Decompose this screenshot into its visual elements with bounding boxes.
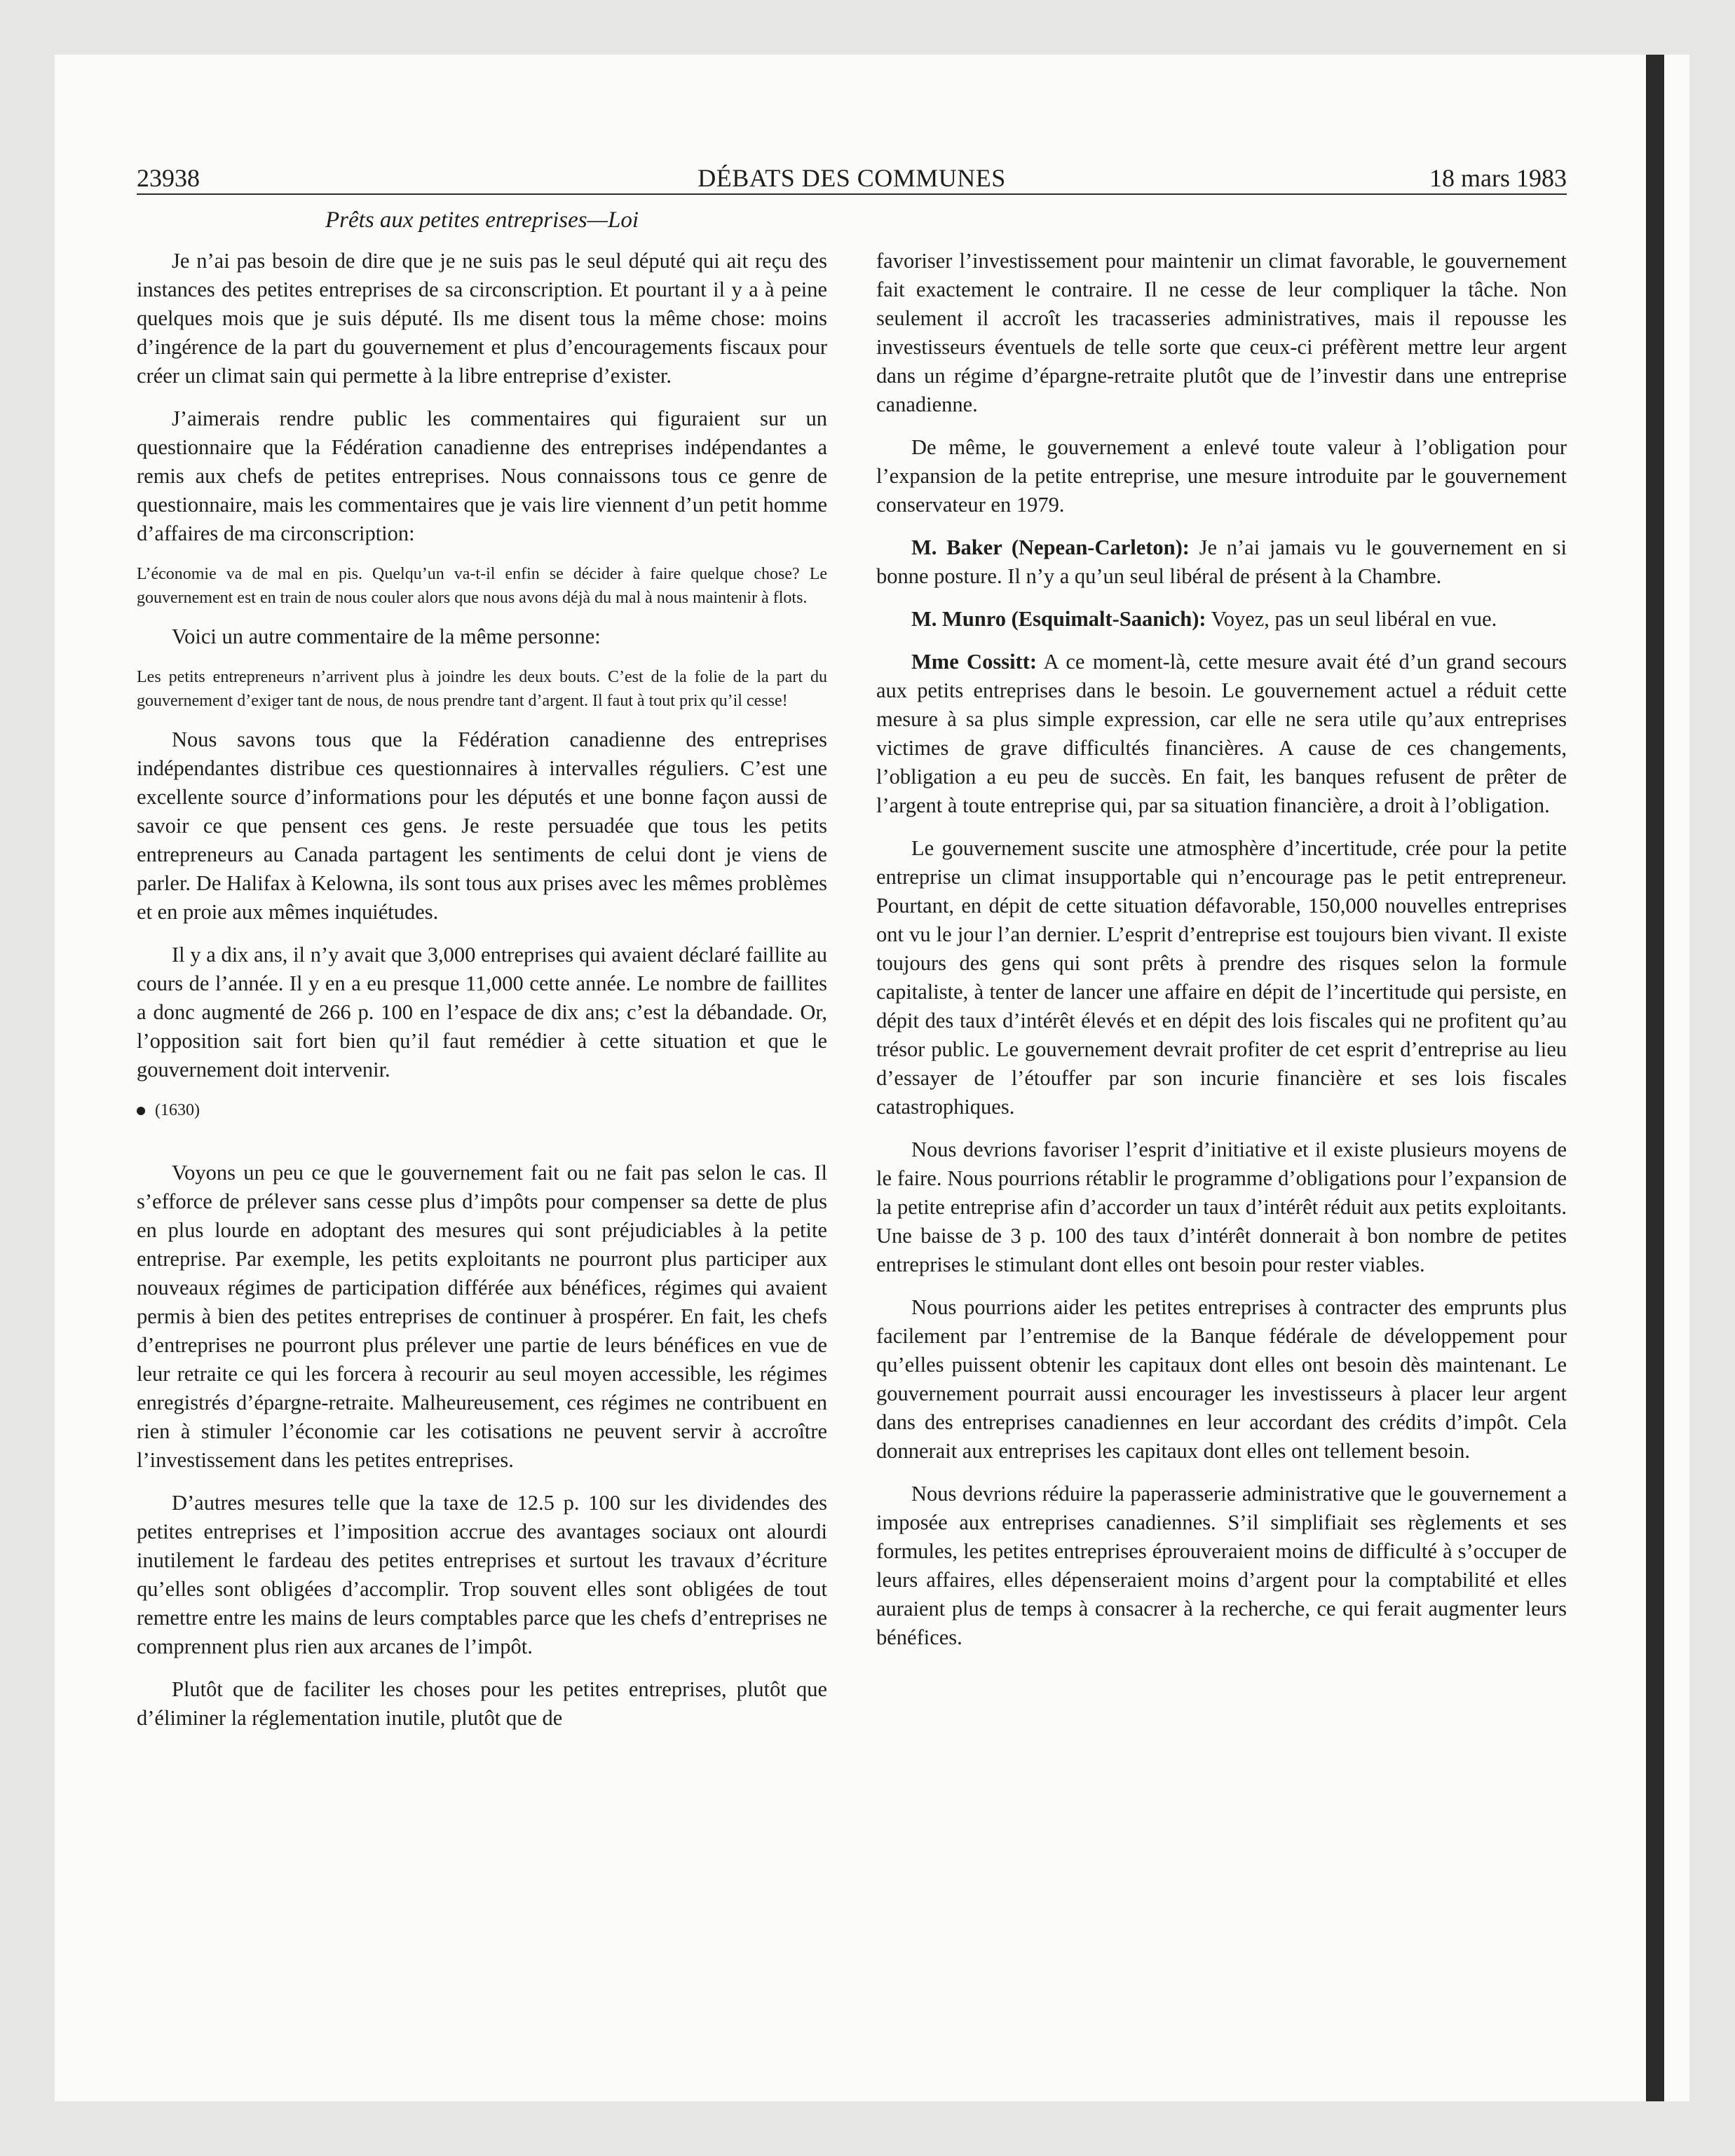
bullet-dot-icon [137,1107,145,1115]
paragraph: Nous pourrions aider les petites entreprises à contracter des emprunts plus facilement par l’entremise de la Banque fédérale de développement pour qu’elles puissent obtenir les capitaux dont elles ont besoin dès maintenant. Le gouvernement pourrait aussi encourager les investisseurs à placer leur argent dans des entreprises canadiennes en leur accordant des crédits d’impôt. Cela donnerait aux entreprises les capitaux dont elles ont tellement besoin. [876,1295,1567,1463]
section-subheading: Prêts aux petites entreprises—Loi [325,207,639,233]
speaker-name: M. Baker (Nepean-Carleton): [911,535,1190,559]
paragraph: J’aimerais rendre public les commentaires qui figuraient sur un questionnaire que la Fédération canadienne des entreprises indépendantes a remis aux chefs de petites entreprises. Nous connaissons tous ce genre de questionnaire, mais les commentaires que je vais lire viennent d’un petit homme d’affaires de ma circonscription: [137,407,827,545]
paragraph: Nous savons tous que la Fédération canadienne des entreprises indépendantes distribue ces questionnaires à intervalles réguliers. C’est une excellente source d’informations pour les députés et une bonne façon aussi de savoir ce que pensent ces gens. Je reste persuadée que tous les petits entrepreneurs au Canada partagent les sentiments de celui dont je viens de parler. De Halifax à Kelowna, ils sont tous aux prises avec les mêmes problèmes et en proie aux mêmes inquiétudes. [137,728,827,924]
quoted-comment: L’économie va de mal en pis. Quelqu’un va-t-il enfin se décider à faire quelque chose? Le gouvernement est en train de nous couler alors que nous avons déjà du mal à nous maintenir à flots. [137,565,827,607]
paragraph: favoriser l’investissement pour maintenir un climat favorable, le gouvernement fait exactement le contraire. Il ne cesse de leur compliquer la tâche. Non seulement il accroît les tracasseries administratives, mais il repousse les investisseurs éventuels de telle sorte que ceux-ci préfèrent mettre leur argent dans un régime d’épargne-retraite plutôt que de l’investir dans une entreprise canadienne. [876,249,1567,416]
paragraph: Le gouvernement suscite une atmosphère d’incertitude, crée pour la petite entreprise un climat insupportable qui n’encourage pas le petit entrepreneur. Pourtant, en dépit de cette situation défavorable, 150,000 nouvelles entreprises ont vu le jour l’an dernier. L’esprit d’entreprise est toujours bien vivant. Il existe toujours des gens qui sont prêts à prendre des risques selon la formule capitaliste, à tenter de lancer une affaire en dépit de l’incertitude qui persiste, en dépit des taux d’intérêt élevés et en dépit des lois fiscales qui ne profitent qu’au trésor public. Le gouvernement devrait profiter de cet esprit d’entreprise au lieu d’essayer de l’étouffer par son incurie financière et ses lois fiscales catastrophiques. [876,836,1567,1119]
speaker-name: Mme Cossitt: [911,650,1037,674]
session-date: 18 mars 1983 [1429,164,1567,192]
paragraph: Nous devrions réduire la paperasserie administrative que le gouvernement a imposée aux entreprises canadiennes. S’il simplifiait ses règlements et ses formules, les petites entreprises éprouveraient moins de difficulté à s’occuper de leurs affaires, elles dépenseraient moins d’argent pour la comptabilité et elles auraient plus de temps à consacrer à la recherche, ce qui ferait augmenter leurs bénéfices. [876,1482,1567,1649]
header-rule [137,193,1567,195]
paragraph: Voici un autre commentaire de la même personne: [172,625,601,648]
speaker-name: M. Munro (Esquimalt-Saanich): [911,607,1206,631]
paragraph: Voyons un peu ce que le gouvernement fait ou ne fait pas selon le cas. Il s’efforce de prélever sans cesse plus d’impôts pour compenser sa dette de plus en plus lourde en adoptant des mesures qui sont préjudiciables à la petite entreprise. Par exemple, les petits exploitants ne pourront plus participer aux nouveaux régimes de participation différée aux bénéfices, régimes qui avaient permis à bien des petites entreprises de continuer à prospérer. En fait, les chefs d’entreprises ne pourront plus prélever une partie de leurs bénéfices en vue de leur retraite ce qui les forcera à recourir au seul moyen accessible, les régimes enregistrés d’épargne-retraite. Malheureusement, ces régimes ne contribuent en rien à stimuler l’économie car les cotisations ne peuvent servir à accroître l’investissement dans les petites entreprises. [137,1161,827,1472]
left-column [137,247,827,1747]
speech-text: Voyez, pas un seul libéral en vue. [1211,607,1497,631]
speech-munro [876,605,1567,634]
speech-text: Je n’ai jamais vu le gouvernement en si bonne posture. Il n’y a qu’un seul libéral de présent à la Chambre. [876,535,1567,588]
scan-edge-bar [1646,55,1664,2101]
page-number: 23938 [137,164,200,192]
paragraph: D’autres mesures telle que la taxe de 12.5 p. 100 sur les dividendes des petites entreprises et l’imposition accrue des avantages sociaux ont alourdi inutilement le fardeau des petites entreprises et surtout les travaux d’écriture qu’elles sont obligées d’accomplir. Trop souvent elles sont obligées de tout remettre entre les mains de leurs comptables parce que les chefs d’entreprises ne comprennent plus rien aux arcanes de l’impôt. [137,1491,827,1658]
time-marker-label: (1630) [155,1101,200,1119]
speech-cossitt [876,648,1567,820]
time-marker [137,1098,827,1122]
speech-text: A ce moment-là, cette mesure avait été d’un grand secours aux petits entreprises dans le besoin. Le gouvernement actuel a réduit cette mesure à sa plus simple expression, car elle ne sera utile qu’aux entreprises victimes de grave difficultés financières. A cause de ces changements, l’obligation a eu peu de succès. En fait, les banques refusent de prêter de l’argent à toute entreprise qui, par sa situation financière, a droit à l’obligation. [876,650,1567,817]
page-header [137,160,1567,196]
paragraph: Il y a dix ans, il n’y avait que 3,000 entreprises qui avaient déclaré faillite au cours de l’année. Il y en a eu presque 11,000 cette année. Le nombre de faillites a donc augmenté de 266 p. 100 en l’espace de dix ans; c’est la débandade. Or, l’opposition sait fort bien qu’il faut remédier à cette situation et que le gouvernement doit intervenir. [137,943,827,1082]
paragraph: Plutôt que de faciliter les choses pour les petites entreprises, plutôt que d’éliminer la réglementation inutile, plutôt que de [137,1677,827,1730]
paragraph: De même, le gouvernement a enlevé toute valeur à l’obligation pour l’expansion de la petite entreprise, une mesure introduite par le gouvernement conservateur en 1979. [876,435,1567,517]
publication-title: DÉBATS DES COMMUNES [698,164,1006,192]
speech-baker [876,533,1567,591]
right-column [876,247,1567,1666]
paragraph: Je n’ai pas besoin de dire que je ne suis pas le seul député qui ait reçu des instances des petites entreprises de sa circonscription. Et pourtant il y a à peine quelques mois que je suis député. Ils me disent tous la même chose: moins d’ingérence de la part du gouvernement et plus d’encouragements fiscaux pour créer un climat sain qui permette à la libre entreprise d’exister. [137,249,827,388]
quoted-comment: Les petits entrepreneurs n’arrivent plus à joindre les deux bouts. C’est de la folie de la part du gouvernement d’exiger tant de nous, de nous prendre tant d’argent. Il faut à tout prix qu’il cesse! [137,668,827,710]
paragraph: Nous devrions favoriser l’esprit d’initiative et il existe plusieurs moyens de le faire. Nous pourrions rétablir le programme d’obligations pour l’expansion de la petite entreprise afin d’accorder un taux d’intérêt réduit aux petits exploitants. Une baisse de 3 p. 100 des taux d’intérêt donnerait à bon nombre de petites entreprises le stimulant dont elles ont besoin pour rester viables. [876,1138,1567,1276]
